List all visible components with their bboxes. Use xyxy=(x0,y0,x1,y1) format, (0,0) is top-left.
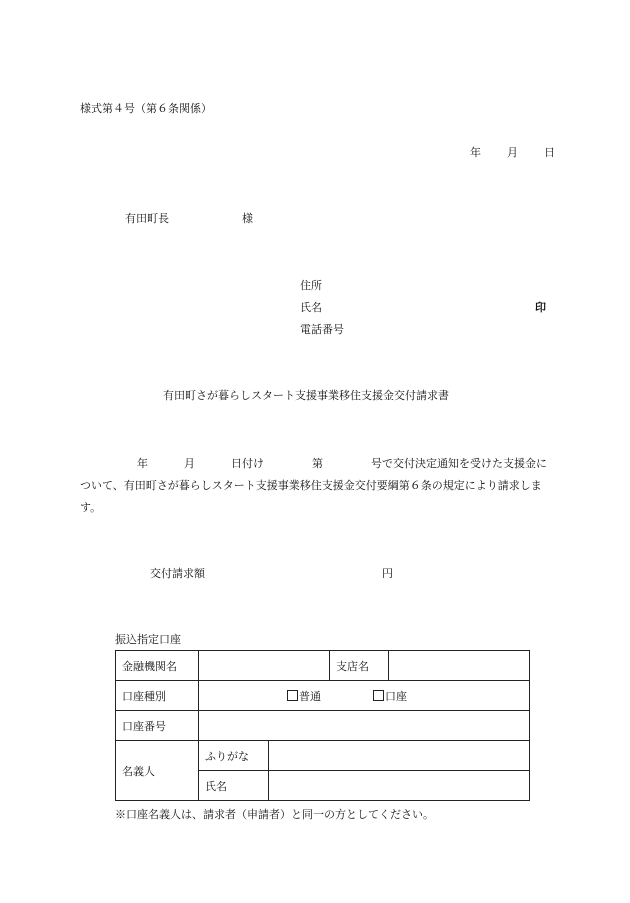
holder-name-label: 氏名 xyxy=(199,771,269,801)
body-year-label: 年 xyxy=(137,457,148,470)
date-year-label: 年 xyxy=(470,146,481,159)
body-dai-label: 第 xyxy=(312,457,323,470)
holder-label: 名義人 xyxy=(116,741,199,801)
account-number-label: 口座番号 xyxy=(116,711,199,741)
body-dated-label: 日付け xyxy=(231,457,264,470)
bank-label: 金融機関名 xyxy=(116,651,199,681)
checkbox-account[interactable] xyxy=(373,690,384,701)
body-month-label: 月 xyxy=(184,457,195,470)
date-day-label: 日 xyxy=(544,146,555,159)
seal-mark: 印 xyxy=(535,301,546,314)
date-line xyxy=(470,146,555,160)
applicant-address-label: 住所 xyxy=(300,279,322,292)
branch-value-cell[interactable] xyxy=(389,651,530,681)
table-row xyxy=(116,681,530,711)
amount-unit: 円 xyxy=(382,567,393,580)
applicant-phone-label: 電話番号 xyxy=(300,323,344,336)
applicant-name-label: 氏名 xyxy=(300,301,322,314)
account-note: ※口座名義人は、請求者（申請者）と同一の方としてください。 xyxy=(115,808,434,821)
account-type-cell xyxy=(199,681,530,711)
date-month-label: 月 xyxy=(507,146,518,159)
checkbox-ordinary[interactable] xyxy=(287,690,298,701)
table-row xyxy=(116,741,530,771)
account-section-label: 振込指定口座 xyxy=(115,633,181,646)
document-title: 有田町さが暮らしスタート支援事業移住支援金交付請求書 xyxy=(163,389,449,402)
amount-label: 交付請求額 xyxy=(150,567,205,580)
body-rest-text: 号で交付決定通知を受けた支援金について、有田町さが暮らしスタート支援事業移住支援金交付要綱第６条の規定により請求します。 xyxy=(80,457,547,514)
table-row xyxy=(116,651,530,681)
body-paragraph xyxy=(80,453,550,519)
account-type-label: 口座種別 xyxy=(116,681,199,711)
furigana-label: ふりがな xyxy=(199,741,269,771)
account-type-account: 口座 xyxy=(385,689,407,703)
account-table xyxy=(115,650,530,801)
furigana-value-cell[interactable] xyxy=(269,741,530,771)
account-type-ordinary: 普通 xyxy=(299,689,321,703)
form-number: 様式第４号（第６条関係） xyxy=(80,102,212,115)
account-number-cell[interactable] xyxy=(199,711,530,741)
holder-name-value-cell[interactable] xyxy=(269,771,530,801)
bank-value-cell[interactable] xyxy=(199,651,330,681)
branch-label: 支店名 xyxy=(330,651,389,681)
recipient-honorific: 様 xyxy=(242,212,253,225)
table-row xyxy=(116,711,530,741)
recipient-name: 有田町長 xyxy=(125,212,169,225)
